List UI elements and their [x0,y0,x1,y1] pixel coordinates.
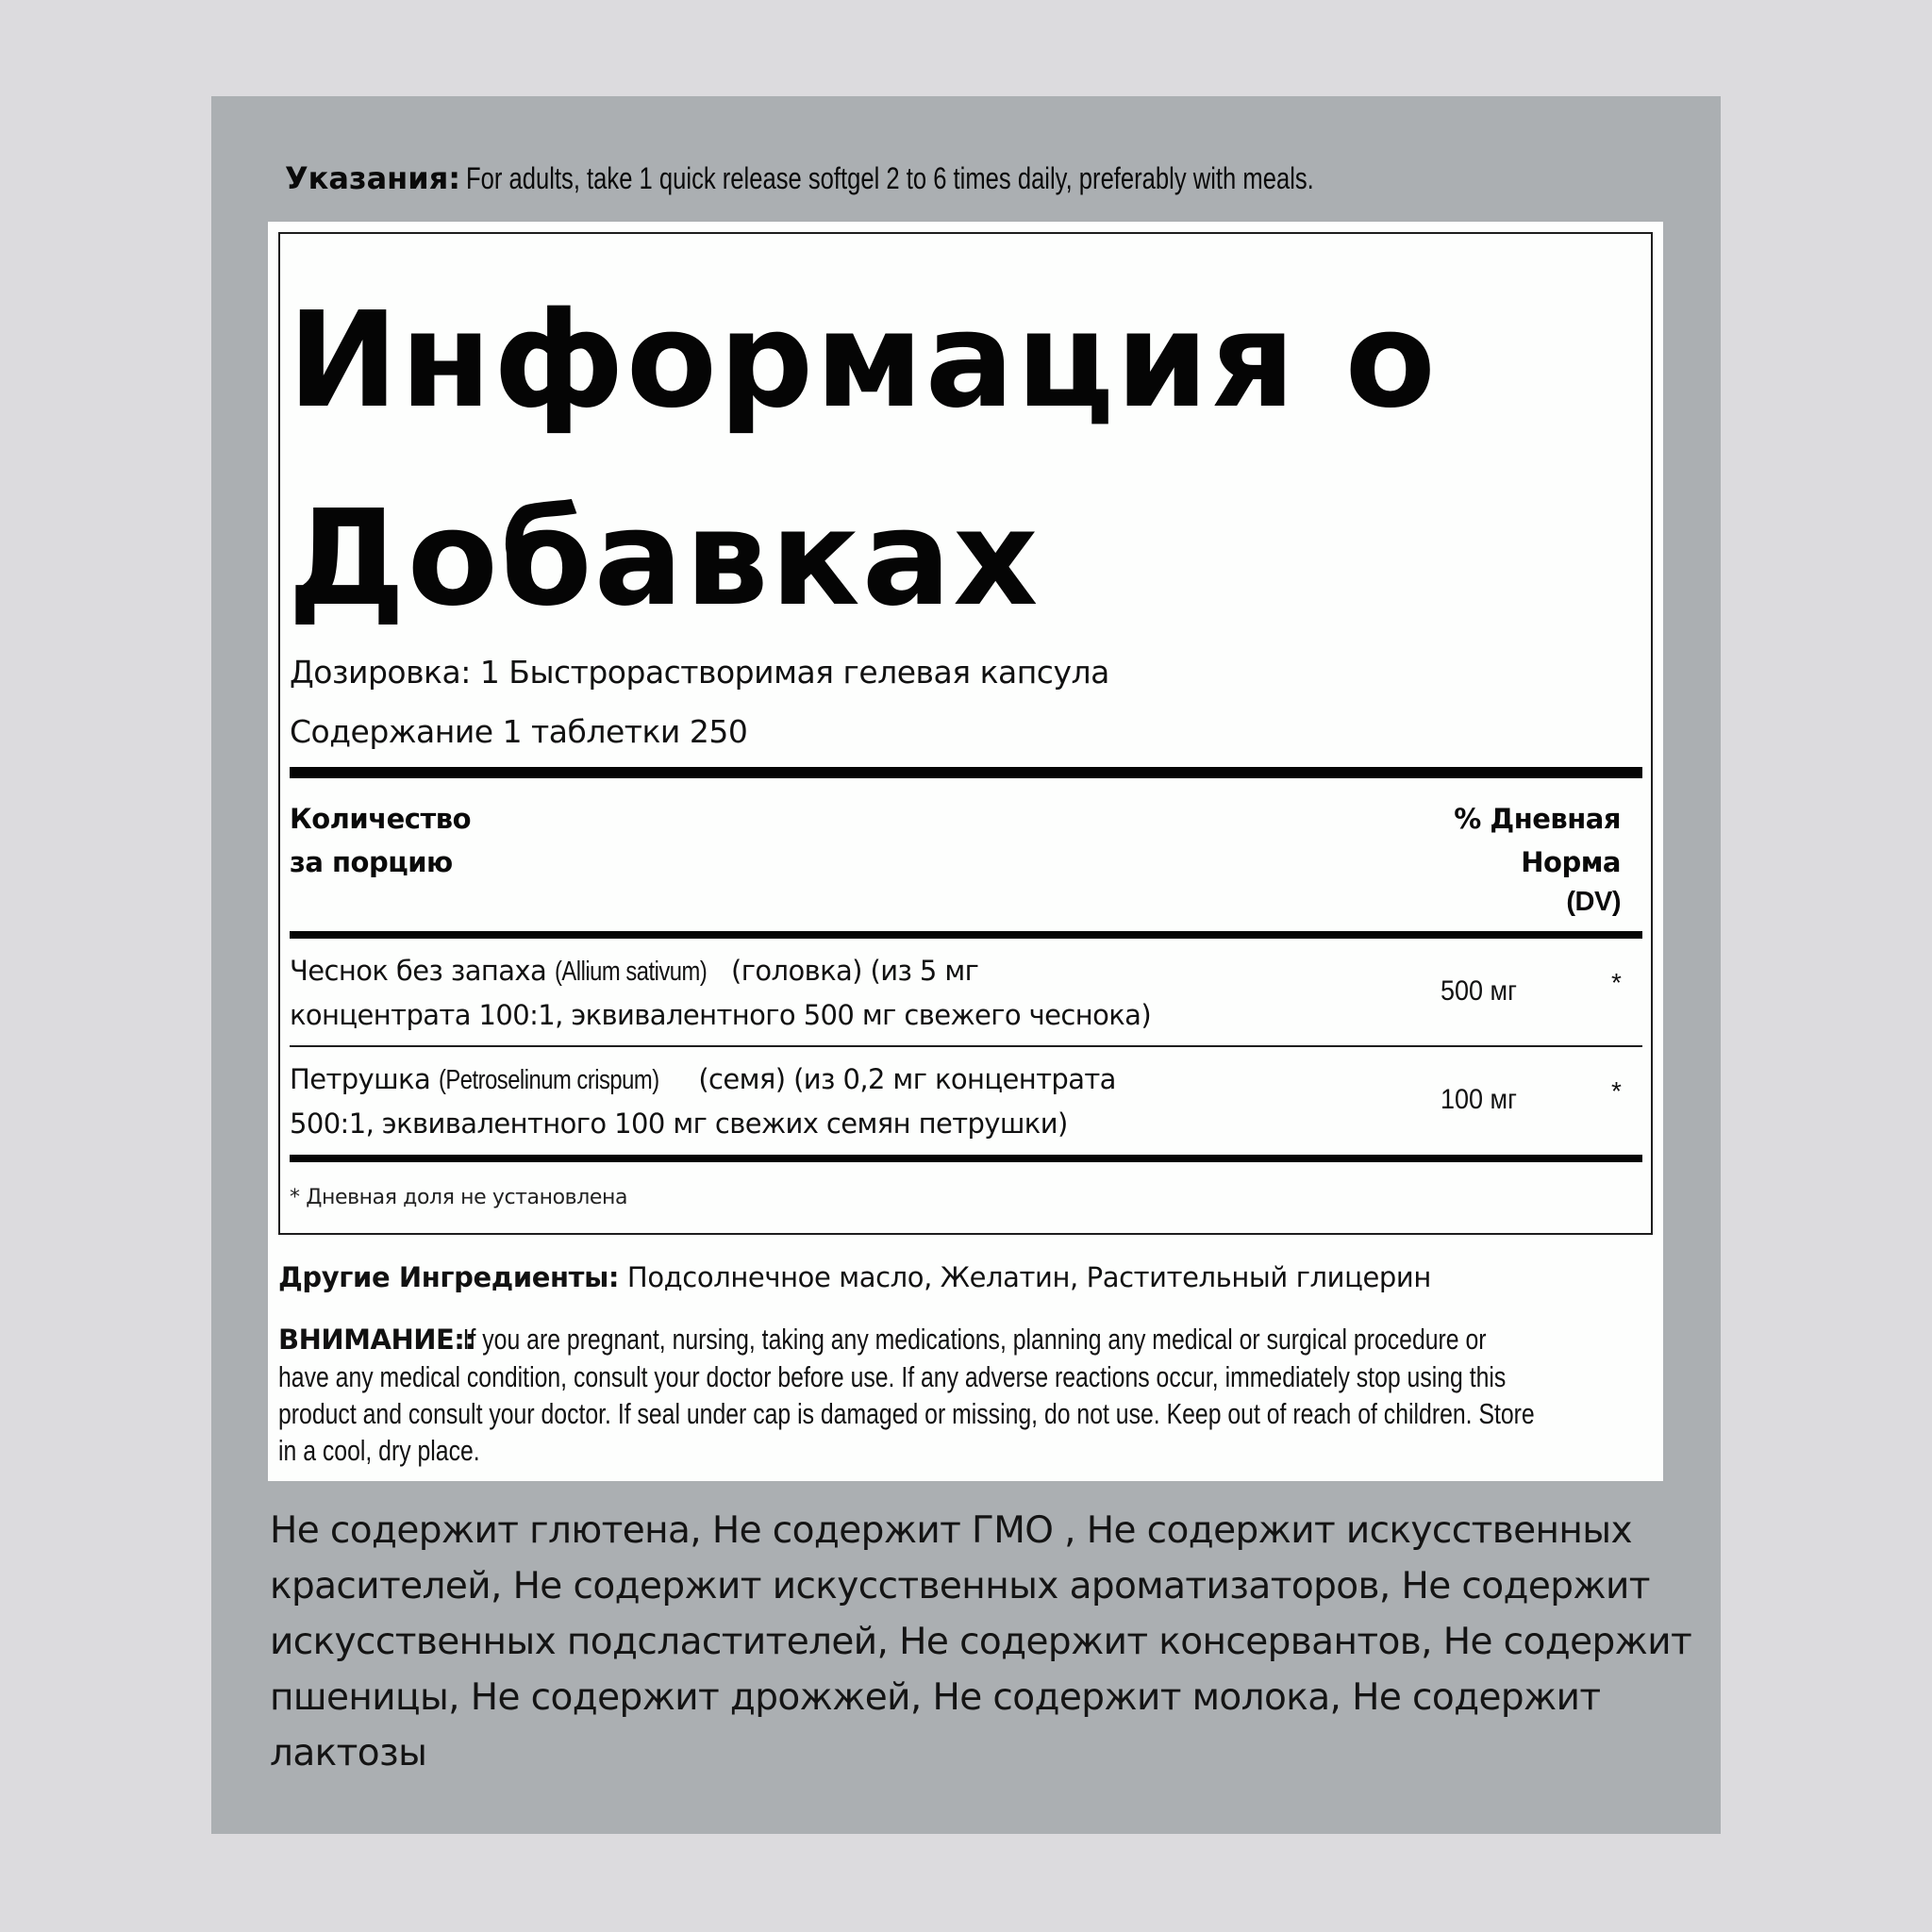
warning-line-1 [278,1321,1487,1358]
table-row-garlic-amount: 500 мг [1441,975,1517,1007]
daily-value-header [1454,797,1621,920]
dv-header-line-3: (DV) [1566,887,1621,917]
table-row-parsley-dv: * [1611,1076,1622,1106]
page-title [288,262,1438,658]
table-row-parsley-name [290,1058,1116,1145]
warning-label: ВНИМАНИЕ:: [278,1324,475,1356]
row-latin-name: (Petroselinum crispum) [438,1065,659,1095]
thick-divider-top [290,767,1642,778]
title-line-1: Информация о [288,284,1438,438]
other-ingredients-label: Другие Ингредиенты: [278,1261,620,1293]
row-latin-name: (Allium sativum) [554,957,708,987]
dv-header-line-2: Норма [1521,846,1621,878]
free-from-line-2: красителей, Не содержит искусственных ароматизаторов, Не содержит [270,1565,1650,1607]
free-from-line-1: Не содержит глютена, Не содержит ГМО , Не содержит искусственных [270,1509,1632,1552]
free-from-line-3: искусственных подсластителей, Не содержит консервантов, Не содержит [270,1621,1692,1663]
directions-label: Указания: [285,160,461,196]
row-divider [290,1045,1642,1047]
table-row-parsley-amount: 100 мг [1441,1084,1517,1115]
free-from-claims [270,1503,1692,1781]
warning-section [278,1321,1656,1469]
free-from-line-4: пшеницы, Не содержит дрожжей, Не содержит молока, Не содержит [270,1676,1601,1719]
thick-divider-middle [290,931,1642,939]
free-from-line-5: лактозы [270,1732,427,1774]
servings-per-container: Содержание 1 таблетки 250 [290,713,748,750]
thick-divider-bottom [290,1155,1642,1162]
daily-value-footnote: * Дневная доля не установлена [290,1186,628,1209]
directions-text: For adults, take 1 quick release softgel 2 to 6 times daily, preferably with meals. [466,161,1314,195]
serving-size: Дозировка: 1 Быстрорастворимая гелевая капсула [290,654,1109,691]
row-name-part: (головка) (из 5 мг [723,955,979,987]
warning-text: If you are pregnant, nursing, taking any medications, planning any medical or surgical procedure or [462,1323,1487,1356]
warning-line-2: have any medical condition, consult your doctor before use. If any adverse reactions occur, immediately stop using this [278,1360,1507,1393]
warning-line-4: in a cool, dry place. [278,1434,480,1467]
title-line-2: Добавках [288,482,1041,636]
table-row-garlic-name [290,949,1151,1037]
other-ingredients-text: Подсолнечное масло, Желатин, Растительный глицерин [619,1261,1431,1293]
row-name-part: (семя) (из 0,2 мг концентрата [690,1063,1116,1095]
dv-header-line-1: % Дневная [1454,803,1621,835]
directions [285,160,1526,196]
row-name-part: Чеснок без запаха [290,955,555,987]
row-name-line-2: 500:1, эквивалентного 100 мг свежих семян петрушки) [290,1108,1068,1140]
row-name-part: Петрушка [290,1063,439,1095]
warning-line-3: product and consult your doctor. If seal under cap is damaged or missing, do not use. Keep out of reach of children. Store [278,1397,1535,1430]
amount-per-serving-header [290,797,471,884]
amount-header-line-1: Количество [290,803,472,835]
amount-header-line-2: за порцию [290,846,453,878]
row-name-line-2: концентрата 100:1, эквивалентного 500 мг свежего чеснока) [290,999,1152,1031]
table-row-garlic-dv: * [1611,968,1622,997]
other-ingredients [278,1258,1431,1296]
